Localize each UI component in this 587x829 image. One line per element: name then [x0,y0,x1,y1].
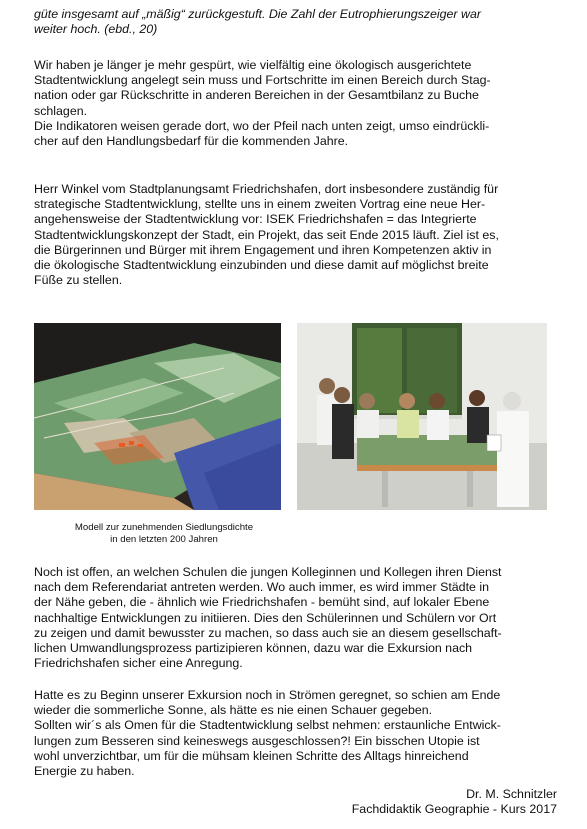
paragraph-closing [34,688,564,779]
text-line: wieder die sommerliche Sonne, als hätte es nie einen Schauer gegeben. [34,703,433,718]
paragraph-reflection [34,58,564,149]
intro-quote [34,7,564,37]
author-name: Dr. M. Schnitzler [466,787,557,801]
text-line: nachhaltige Entwicklungen zu initiieren. Dies den Schülerinnen und Schülern vor Ort [34,610,497,625]
text-line: weiter hoch. (ebd., 20) [34,22,158,37]
text-line: Die Indikatoren weisen gerade dort, wo der Pfeil nach unten zeigt, umso eindrückli- [34,118,490,133]
text-line: cher auf den Handlungsbedarf für die kommenden Jahre. [34,134,349,149]
photo-city-model [34,323,281,510]
text-line: Füße zu stellen. [34,273,123,288]
text-line: die Bürgerinnen und Bürger mit ihrem Engagement und ihren Kompetenzen aktiv in [34,242,492,257]
text-line: Herr Winkel vom Stadtplanungsamt Friedrichshafen, dort insbesondere zuständig für [34,182,499,196]
text-line: zu zeigen und damit bewusster zu machen, so dass auch sie an diesem gesellschaft- [34,625,502,640]
text-line: Noch ist offen, an welchen Schulen die jungen Kolleginnen und Kollegen ihren Dienst [34,565,502,579]
course-name: Fachdidaktik Geographie - Kurs 2017 [351,802,557,817]
photo-group-at-model [297,323,547,510]
text-line: lungen zum Besseren sind keineswegs ausgeschlossen?! Ein bisschen Utopie ist [34,733,480,748]
text-line: Energie zu haben. [34,764,135,779]
text-line: Stadtentwicklungskonzept der Stadt, ein Projekt, das seit Ende 2015 läuft. Ziel ist es, [34,227,499,242]
text-line: nation oder gar Rückschritte in anderen Bereichen in der Gesamtbilanz zu Buche [34,88,479,103]
city-model-image [34,323,281,510]
text-line: nach dem Referendariat antreten werden. Wo auch immer, es wird immer Städte in [34,580,489,595]
text-line: Sollten wir´s als Omen für die Stadtentwicklung selbst nehmen: erstaunliche Entwick- [34,718,501,733]
paragraph-schools [34,565,564,671]
paragraph-winkel [34,182,564,288]
text-line: strategische Stadtentwicklung, stellte uns in einem zweiten Vortrag eine neue Her- [34,197,486,212]
text-line: lichen Umwandlungsprozess partizipieren können, dazu war die Exkursion nach [34,641,473,656]
text-line: wohl unverzichtbar, um für die mühsam kleinen Schritte des Alltags hinreichend [34,748,469,763]
text-line: die ökologische Stadtentwicklung einzubinden und diese damit auf möglichst breite [34,258,489,273]
group-photo-image [297,323,547,510]
text-line: Stadtentwicklung angelegt sein muss und Fortschritte im einen Bereich durch Stag- [34,73,491,88]
photo-caption [44,522,284,546]
text-line: angehensweise der Stadtentwicklung vor: ISEK Friedrichshafen = das Integrierte [34,212,477,227]
text-line: Friedrichshafen sicher eine Anregung. [34,656,243,671]
text-line: Wir haben je länger je mehr gespürt, wie vielfältig eine ökologisch ausgerichtete [34,58,472,72]
caption-line: Modell zur zunehmenden Siedlungsdichte [74,522,254,533]
text-line: Hatte es zu Beginn unserer Exkursion noch in Strömen geregnet, so schien am Ende [34,688,501,702]
text-line: schlagen. [34,103,88,118]
signature-block [352,787,557,817]
caption-line: in den letzten 200 Jahren [110,534,218,545]
text-line: der Nähe geben, die - ähnlich wie Friedrichshafen - bemüht sind, auf lokaler Ebene [34,595,490,610]
text-line: güte insgesamt auf „mäßig“ zurückgestuft. Die Zahl der Eutrophierungszeiger war [34,7,481,21]
